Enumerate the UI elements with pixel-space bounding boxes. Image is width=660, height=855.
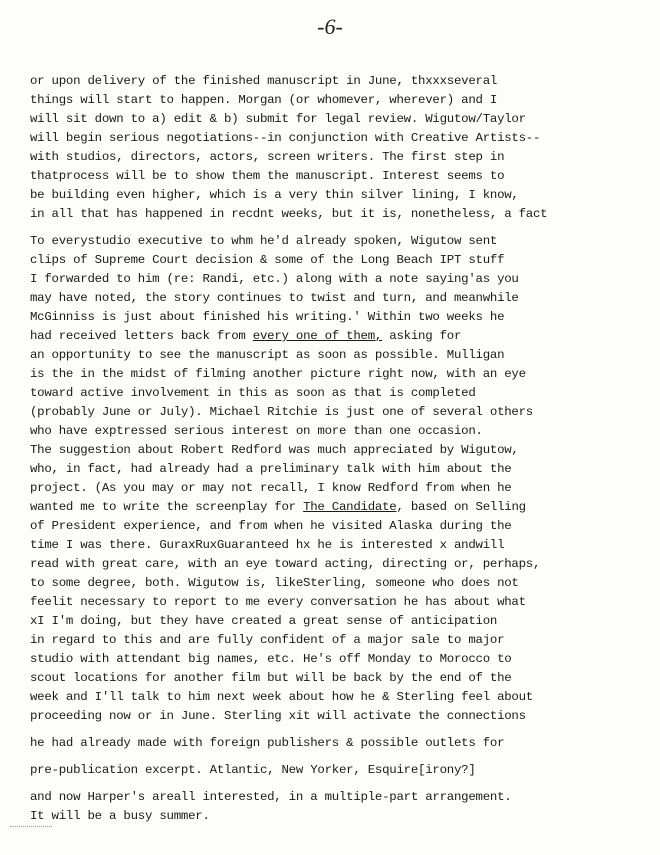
text-line: read with great care, with an eye toward acting, directing or, perhaps,: [30, 557, 541, 571]
scan-edge-mark: [10, 826, 52, 830]
text-line: will begin serious negotiations--in conjunction with Creative Artists--: [30, 131, 541, 145]
text-line: I forwarded to him (re: Randi, etc.) along with a note saying'as you: [30, 272, 519, 286]
text-line: xI I'm doing, but they have created a great sense of anticipation: [30, 614, 498, 628]
text-line: toward active involvement in this as soon as that is completed: [30, 386, 476, 400]
text-line: an opportunity to see the manuscript as soon as possible. Mulligan: [30, 348, 505, 362]
text-line: project. (As you may or may not recall, I know Redford from when he: [30, 481, 512, 495]
text-line: is the in the midst of filming another picture right now, with an eye: [30, 367, 526, 381]
text-line: To everystudio executive to whm he'd already spoken, Wigutow sent: [30, 234, 498, 248]
text-line: with studios, directors, actors, screen writers. The first step in: [30, 150, 505, 164]
text-line: and now Harper's areall interested, in a multiple-part arrangement.: [30, 790, 512, 804]
text-line: scout locations for another film but will be back by the end of the: [30, 671, 512, 685]
text-line: pre-publication excerpt. Atlantic, New Yorker, Esquire[irony?]: [30, 763, 476, 777]
underlined-text: The Candidate: [303, 500, 397, 514]
text-line: be building even higher, which is a very thin silver lining, I know,: [30, 188, 519, 202]
underlined-text: every one of them,: [252, 329, 383, 343]
letter-body: [30, 72, 650, 826]
text-line: thatprocess will be to show them the manuscript. Interest seems to: [30, 169, 505, 183]
text-line: proceeding now or in June. Sterling xit will activate the connections: [30, 709, 526, 723]
text-line: of President experience, and from when he visited Alaska during the: [30, 519, 512, 533]
text-line: clips of Supreme Court decision & some of the Long Beach IPT stuff: [30, 253, 505, 267]
text-line: or upon delivery of the finished manuscript in June, thxxxseveral: [30, 74, 498, 88]
text-line: things will start to happen. Morgan (or whomever, wherever) and I: [30, 93, 498, 107]
text-line: feelit necessary to report to me every conversation he has about what: [30, 595, 526, 609]
text-line: to some degree, both. Wigutow is, likeSterling, someone who does not: [30, 576, 519, 590]
text-line: The suggestion about Robert Redford was much appreciated by Wigutow,: [30, 443, 519, 457]
text-line: will sit down to a) edit & b) submit for legal review. Wigutow/Taylor: [30, 112, 526, 126]
text-line: (probably June or July). Michael Ritchie is just one of several others: [30, 405, 533, 419]
text-line: wanted me to write the screenplay for The Candidate, based on Selling: [30, 500, 526, 514]
text-line: who, in fact, had already had a preliminary talk with him about the: [30, 462, 512, 476]
text-line: may have noted, the story continues to twist and turn, and meanwhile: [30, 291, 519, 305]
text-line: McGinniss is just about finished his writing.' Within two weeks he: [30, 310, 505, 324]
text-line: time I was there. GuraxRuxGuaranteed hx he is interested x andwill: [30, 538, 505, 552]
text-line: week and I'll talk to him next week about how he & Sterling feel about: [30, 690, 533, 704]
text-line: studio with attendant big names, etc. He's off Monday to Morocco to: [30, 652, 512, 666]
text-line: had received letters back from every one of them, asking for: [30, 329, 462, 343]
page-number: -6-: [317, 14, 343, 39]
text-line: who have exptressed serious interest on more than one occasion.: [30, 424, 483, 438]
text-line: It will be a busy summer.: [30, 809, 210, 823]
text-line: in all that has happened in recdnt weeks, but it is, nonetheless, a fact: [30, 207, 548, 221]
text-line: in regard to this and are fully confident of a major sale to major: [30, 633, 505, 647]
text-line: he had already made with foreign publishers & possible outlets for: [30, 736, 505, 750]
